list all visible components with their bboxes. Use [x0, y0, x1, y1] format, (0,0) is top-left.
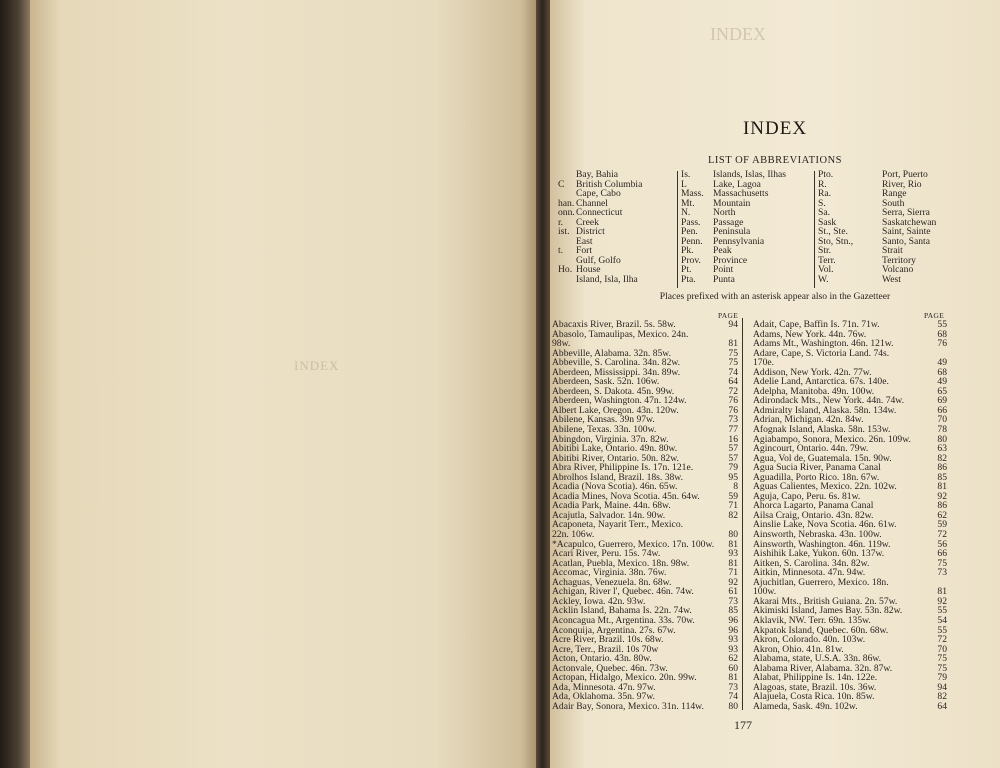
index-entry-text: Alagoas, state, Brazil. 10s. 36w. [753, 681, 877, 693]
index-entry-text: Ackley, Iowa. 42n. 93w. [552, 595, 646, 607]
right-page [550, 0, 1000, 768]
index-entry-page: 70 [937, 414, 947, 426]
index-entry-text: Ajuchitlan, Guerrero, Mexico. 18n. [753, 576, 889, 588]
index-entry-text: Ainslie Lake, Nova Scotia. 46n. 61w. [753, 519, 897, 531]
index-entry-text: Akron, Ohio. 41n. 81w. [753, 643, 844, 655]
index-entry-text: 100w. [753, 586, 777, 598]
abbreviation-code: Vol. [818, 264, 834, 276]
abbreviation-code: Sask [818, 216, 837, 228]
index-entry [753, 349, 947, 359]
page-title: INDEX [742, 118, 808, 139]
index-entry-page: 73 [728, 595, 738, 607]
index-entry-page: 79 [728, 462, 738, 474]
abbreviation-row [681, 256, 786, 266]
index-entry-page: 55 [937, 319, 947, 330]
abbreviation-meaning: Fort [576, 245, 592, 257]
abbreviation-meaning: Bay, Bahia [576, 169, 619, 180]
index-entry-text: Acari River, Peru. 15s. 74w. [552, 548, 661, 560]
book-gutter [536, 0, 550, 768]
abbreviation-code: R. [818, 178, 827, 190]
left-page [30, 0, 536, 768]
index-entry-page: 93 [728, 548, 738, 560]
abbreviation-code: Pen. [681, 226, 698, 238]
index-entry-page: 94 [728, 319, 738, 330]
index-entry-page: 75 [937, 653, 947, 665]
index-entry-text: *Acapulco, Guerrero, Mexico. 17n. 100w. [552, 538, 715, 550]
index-entry-text: Abingdon, Virginia. 37n. 82w. [552, 433, 669, 445]
index-entry-page: 81 [728, 557, 738, 569]
index-entry-page: 75 [728, 347, 738, 359]
index-entry-page: 59 [728, 490, 738, 502]
abbreviation-meaning: River, Rio [882, 178, 922, 190]
abbreviation-row [818, 237, 936, 247]
abbreviation-code: t. [558, 245, 564, 257]
index-entry-page: 86 [937, 462, 947, 474]
index-entry-page: 76 [728, 404, 738, 416]
index-entry-text: Abbeville, S. Carolina. 34n. 82w. [552, 357, 681, 369]
index-entry-text: Abilene, Texas. 33n. 100w. [552, 424, 657, 436]
abbreviation-row [558, 227, 642, 237]
index-entry-text: Adirondack Mts., New York. 44n. 74w. [753, 395, 905, 407]
index-entry-text: Ailsa Craig, Ontario. 43n. 82w. [753, 509, 874, 521]
index-entry-text: Adrian, Michigan. 42n. 84w. [753, 414, 864, 426]
index-entry-page: 80 [728, 700, 738, 712]
index-entry-page: 68 [937, 366, 947, 378]
index-entry-text: Ahorca Lagarto, Panama Canal [753, 500, 874, 512]
index-entry-text: Accomac, Virginia. 38n. 76w. [552, 567, 667, 579]
index-entry-text: Aitkin, Minnesota. 47n. 94w. [753, 567, 866, 579]
index-entry-text: Acre River, Brazil. 10s. 68w. [552, 634, 664, 646]
index-entry-text: Actopan, Hidalgo, Mexico. 20n. 99w. [552, 672, 697, 684]
index-entry-text: Ainsworth, Washington. 46n. 119w. [753, 538, 891, 550]
abbreviation-code: L [681, 178, 687, 190]
abbreviation-code: Penn. [681, 235, 703, 247]
index-entry-text: Agincourt, Ontario. 44n. 79w. [753, 443, 869, 455]
index-entry-text: Aklavik, NW. Terr. 69n. 135w. [753, 614, 871, 626]
index-entry-text: Afognak Island, Alaska. 58n. 153w. [753, 424, 891, 436]
index-entry-page: 86 [937, 500, 947, 512]
index-entry-page: 81 [728, 338, 738, 350]
index-entry-page: 77 [728, 424, 738, 436]
abbreviation-code: Ra. [818, 188, 832, 200]
abbreviation-meaning: British Columbia [576, 178, 643, 190]
abbreviation-row [558, 275, 642, 285]
index-entry-page: 96 [728, 614, 738, 626]
abbreviation-meaning: Punta [713, 274, 735, 286]
index-entry-page: 71 [728, 500, 738, 512]
abbreviation-row [681, 237, 786, 247]
abbreviation-meaning: Saskatchewan [882, 216, 937, 228]
index-entry-text: Aguas Calientes, Mexico. 22n. 102w. [753, 481, 897, 493]
abbreviation-meaning: House [576, 264, 601, 276]
index-entry-page: 82 [937, 452, 947, 464]
abbreviation-row [681, 275, 786, 285]
index-entry-text: Aishihik Lake, Yukon. 60n. 137w. [753, 548, 885, 560]
abbreviation-code: Mt. [681, 197, 695, 209]
index-entry-text: Abra River, Philippine Is. 17n. 121e. [552, 462, 694, 474]
index-entry-text: Alameda, Sask. 49n. 102w. [753, 700, 858, 712]
index-entry-text: Abasolo, Tamaulipas, Mexico. 24n. [552, 328, 689, 340]
abbreviation-code: Pta. [681, 274, 696, 286]
index-entry-page: 82 [728, 509, 738, 521]
index-entry-page: 8 [733, 481, 738, 493]
abbreviation-code: Is. [681, 169, 691, 180]
abbreviation-meaning: Peninsula [713, 226, 751, 238]
index-entry-text: Achaguas, Venezuela. 8n. 68w. [552, 576, 672, 588]
abbreviation-row [818, 180, 936, 190]
page-column-label-right: PAGE [924, 311, 945, 320]
index-entry-page: 74 [728, 691, 738, 703]
index-entry-page: 81 [937, 586, 947, 598]
index-entry-text: Acatlan, Puebla, Mexico. 18n. 98w. [552, 557, 690, 569]
index-entry-page: 76 [728, 395, 738, 407]
abbreviation-meaning: Lake, Lagoa [713, 178, 761, 190]
index-entry-page: 92 [728, 576, 738, 588]
index-entry-text: Alabama, state, U.S.A. 33n. 86w. [753, 653, 882, 665]
abbreviation-meaning: Province [713, 254, 748, 266]
abbreviation-code: Pto. [818, 169, 834, 180]
index-entry-page: 76 [937, 338, 947, 350]
abbreviation-code: N. [681, 207, 691, 219]
abbreviation-code: Sto, Stn., [818, 235, 854, 247]
index-entry-page: 68 [937, 328, 947, 340]
index-entry-text: Aberdeen, Mississippi. 34n. 89w. [552, 366, 681, 378]
abbreviation-code: Prov. [681, 254, 701, 266]
index-entry-page: 73 [728, 681, 738, 693]
index-entry-page: 93 [728, 634, 738, 646]
index-entry-page: 69 [937, 395, 947, 407]
index-entry-text: Abrolhos Island, Brazil. 18s. 38w. [552, 471, 684, 483]
index-entry-page: 73 [728, 414, 738, 426]
abbreviation-code: S. [818, 197, 826, 209]
index-entry-text: Ainsworth, Nebraska. 43n. 100w. [753, 529, 882, 541]
index-entry-page: 96 [728, 624, 738, 636]
abbreviation-code: C [558, 178, 565, 190]
index-entry-text: Alabat, Philippine Is. 14n. 122e. [753, 672, 878, 684]
abbreviation-meaning: Serra, Sierra [882, 207, 930, 219]
abbreviation-row [818, 256, 936, 266]
abbreviation-row [558, 208, 642, 218]
abbreviation-meaning: Range [882, 188, 907, 200]
index-entry-page: 64 [937, 700, 947, 712]
index-entry-text: Alajuela, Costa Rica. 10n. 85w. [753, 691, 875, 703]
index-entry-text: Aberdeen, Sask. 52n. 106w. [552, 376, 660, 388]
abbreviations-column-2 [681, 170, 786, 285]
index-entry-page: 73 [937, 567, 947, 579]
index-entry-text: Actonvale, Quebec. 46n. 73w. [552, 662, 668, 674]
index-entry-page: 49 [937, 357, 947, 369]
index-entry-text: Ada, Minnesota. 47n. 97w. [552, 681, 656, 693]
index-entry-text: Abitibi Lake, Ontario. 49n. 80w. [552, 443, 678, 455]
index-entry-page: 94 [937, 681, 947, 693]
index-entry-page: 75 [937, 662, 947, 674]
index-entry-text: Agua, Vol de, Guatemala. 15n. 90w. [753, 452, 892, 464]
index-entry-text: Adait, Cape, Baffin Is. 71n. 71w. [753, 319, 880, 330]
abbreviation-code: Mass. [681, 188, 704, 200]
index-entry-page: 61 [728, 586, 738, 598]
index-entry-page: 79 [937, 672, 947, 684]
index-column-left [552, 320, 738, 711]
index-entry-text: Adams Mt., Washington. 46n. 121w. [753, 338, 894, 350]
abbreviation-code: Ho. [558, 264, 573, 276]
abbreviation-code: han. [558, 197, 575, 209]
index-entry-page: 66 [937, 404, 947, 416]
abbreviation-meaning: Peak [713, 245, 732, 257]
left-page-ghost-text: INDEX [294, 358, 340, 373]
index-entry [753, 578, 947, 588]
page-column-label-left: PAGE [718, 311, 739, 320]
index-entry-text: Aconquija, Argentina. 27s. 67w. [552, 624, 676, 636]
index-entry-page: 16 [728, 433, 738, 445]
index-entry-text: Abitibi River, Ontario. 50n. 82w. [552, 452, 679, 464]
index-entry-text: Aconcagua Mt., Argentina. 33s. 70w. [552, 614, 695, 626]
index-entry-text: Alabama River, Alabama. 32n. 87w. [753, 662, 893, 674]
index-entry-text: Abacaxis River, Brazil. 5s. 58w. [552, 319, 676, 330]
abbreviation-meaning: Santo, Santa [882, 235, 930, 247]
abbreviation-meaning: South [882, 197, 905, 209]
index-entry-text: 170e. [753, 357, 775, 369]
abbreviation-meaning: North [713, 207, 736, 219]
abbreviation-meaning: Cape, Cabo [576, 188, 621, 200]
index-entry-page: 80 [728, 529, 738, 541]
index-entry-page: 57 [728, 443, 738, 455]
index-entry-page: 72 [728, 385, 738, 397]
index-entry-page: 65 [937, 385, 947, 397]
abbreviation-meaning: Massachusetts [713, 188, 769, 200]
abbreviation-code: Pk. [681, 245, 694, 257]
index-entry-text: Aberdeen, Washington. 47n. 124w. [552, 395, 687, 407]
index-entry-text: Adair Bay, Sonora, Mexico. 31n. 114w. [552, 700, 704, 712]
index-entry-page: 85 [728, 605, 738, 617]
index-entry-page: 75 [937, 557, 947, 569]
abbreviation-meaning: East [576, 235, 593, 247]
index-entry-text: Abilene, Kansas. 39n 97w. [552, 414, 655, 426]
index-entry-text: Adelie Land, Antarctica. 67s. 140e. [753, 376, 889, 388]
index-entry-page: 78 [937, 424, 947, 436]
abbreviation-meaning: Islands, Islas, Ilhas [713, 169, 787, 180]
index-entry-page: 49 [937, 376, 947, 388]
index-entry-page: 72 [937, 634, 947, 646]
index-entry [552, 702, 738, 712]
index-entry-page: 59 [937, 519, 947, 531]
index-entry-text: Acklin Island, Bahama Is. 22n. 74w. [552, 605, 692, 617]
index-entry-text: Adams, New York. 44n. 76w. [753, 328, 867, 340]
abbreviation-meaning: Mountain [713, 197, 751, 209]
index-entry-page: 75 [728, 357, 738, 369]
abbreviation-meaning: Island, Isla, Ilha [576, 274, 638, 286]
abbreviation-meaning: Pennsylvania [713, 235, 765, 247]
abbreviation-meaning: Volcano [882, 264, 914, 276]
index-entry-page: 81 [937, 481, 947, 493]
abbreviation-code: Pt. [681, 264, 692, 276]
abbreviation-meaning: Gulf, Golfo [576, 254, 621, 266]
abbreviation-code: ist. [558, 226, 570, 238]
index-entry-page: 56 [937, 538, 947, 550]
index-entry-page: 63 [937, 443, 947, 455]
abbreviation-code: r. [558, 216, 564, 228]
index-entry-page: 55 [937, 624, 947, 636]
abbreviations-title: LIST OF ABBREVIATIONS [708, 155, 842, 166]
index-entry [753, 702, 947, 712]
index-entry-page: 82 [937, 691, 947, 703]
index-entry-page: 57 [728, 452, 738, 464]
abbreviation-meaning: District [576, 226, 605, 238]
index-entry-text: Acajutla, Salvador. 14n. 90w. [552, 509, 666, 521]
index-entry-page: 62 [728, 653, 738, 665]
index-entry-text: Admiralty Island, Alaska. 58n. 134w. [753, 404, 897, 416]
index-entry-text: Acadia Park, Maine. 44n. 68w. [552, 500, 671, 512]
abbreviation-code: onn. [558, 207, 575, 219]
index-entry-page: 71 [728, 567, 738, 579]
abbreviations-divider-1 [677, 171, 678, 288]
index-entry-page: 70 [937, 643, 947, 655]
index-entry-text: Adelpha, Manitoba. 49n. 100w. [753, 385, 875, 397]
index-entry-text: 22n. 106w. [552, 529, 595, 541]
abbreviation-code: Terr. [818, 254, 836, 266]
index-entry-page: 80 [937, 433, 947, 445]
index-entry-text: Acadia Mines, Nova Scotia. 45n. 64w. [552, 490, 700, 502]
index-entry-text: Akpatok Island, Quebec. 60n. 68w. [753, 624, 889, 636]
abbreviations-column-1 [558, 170, 642, 285]
abbreviation-row [558, 237, 642, 247]
abbreviation-meaning: West [882, 274, 901, 286]
abbreviations-divider-2 [814, 171, 815, 288]
index-entry-text: Albert Lake, Oregon. 43n. 120w. [552, 404, 679, 416]
index-entry-text: Agiabampo, Sonora, Mexico. 26n. 109w. [753, 433, 911, 445]
index-entry-text: Achigan, River l', Quebec. 46n. 74w. [552, 586, 694, 598]
index-entry-text: Adare, Cape, S. Victoria Land. 74s. [753, 347, 890, 359]
abbreviation-meaning: Strait [882, 245, 903, 257]
index-column-right [753, 320, 947, 711]
index-entry-text: Acre, Terr., Brazil. 10s 70w [552, 643, 659, 655]
index-entry-text: Akron, Colorado. 40n. 103w. [753, 634, 866, 646]
index-entry-page: 54 [937, 614, 947, 626]
abbreviation-row [818, 265, 936, 275]
index-entry-text: Ada, Oklahoma. 35n. 97w. [552, 691, 656, 703]
index-entry-page: 62 [937, 509, 947, 521]
abbreviation-meaning: Territory [882, 254, 916, 266]
index-entry-page: 92 [937, 595, 947, 607]
asterisk-note: Places prefixed with an asterisk appear also in the Gazetteer [659, 291, 891, 302]
index-entry-page: 60 [728, 662, 738, 674]
index-entry-text: Akarai Mts., British Guiana. 2n. 57w. [753, 595, 898, 607]
index-entry-page: 55 [937, 605, 947, 617]
index-entry-text: Aitken, S. Carolina. 34n. 82w. [753, 557, 870, 569]
index-entry-text: Agua Sucia River, Panama Canal [753, 462, 881, 474]
abbreviation-code: Sa. [818, 207, 830, 219]
index-entry-page: 81 [728, 538, 738, 550]
index-entry-page: 92 [937, 490, 947, 502]
index-entry-page: 85 [937, 471, 947, 483]
index-entry-page: 95 [728, 471, 738, 483]
abbreviation-meaning: Creek [576, 216, 599, 228]
abbreviation-meaning: Passage [713, 216, 744, 228]
index-entry-page: 81 [728, 672, 738, 684]
index-entry-text: Addison, New York. 42n. 77w. [753, 366, 872, 378]
right-page-ghost-text: INDEX [710, 24, 766, 44]
index-entry-text: Acadia (Nova Scotia). 46n. 65w. [552, 481, 678, 493]
abbreviation-code: Str. [818, 245, 832, 257]
index-entry [552, 330, 738, 340]
index-entry-text: Aguja, Capo, Peru. 6s. 81w. [753, 490, 861, 502]
index-column-divider [742, 318, 743, 710]
abbreviation-meaning: Point [713, 264, 734, 276]
abbreviation-meaning: Port, Puerto [882, 169, 928, 180]
book-left-edge [0, 0, 30, 768]
abbreviation-meaning: Saint, Sainte [882, 226, 931, 238]
page-number: 177 [734, 718, 752, 732]
index-entry-text: Abbeville, Alabama. 32n. 85w. [552, 347, 672, 359]
abbreviation-row [818, 275, 936, 285]
abbreviation-meaning: Channel [576, 197, 608, 209]
index-entry-page: 74 [728, 366, 738, 378]
abbreviation-code: W. [818, 274, 829, 286]
index-entry-page: 66 [937, 548, 947, 560]
abbreviation-code: St., Ste. [818, 226, 848, 238]
index-entry-text: Acaponeta, Nayarit Terr., Mexico. [552, 519, 684, 531]
index-entry-page: 64 [728, 376, 738, 388]
index-entry-text: Akimiski Island, James Bay. 53n. 82w. [753, 605, 903, 617]
index-entry-text: Aguadilla, Porto Rico. 18n. 67w. [753, 471, 880, 483]
index-entry-page: 72 [937, 529, 947, 541]
abbreviation-row [818, 246, 936, 256]
abbreviation-row [818, 189, 936, 199]
abbreviation-code: Pass. [681, 216, 701, 228]
index-entry-text: Aberdeen, S. Dakota. 45n. 99w. [552, 385, 675, 397]
abbreviations-column-3 [818, 170, 936, 285]
index-entry-text: 98w. [552, 338, 571, 350]
abbreviation-meaning: Connecticut [576, 207, 623, 219]
index-entry-page: 93 [728, 643, 738, 655]
index-entry-text: Acton, Ontario. 43n. 80w. [552, 653, 652, 665]
